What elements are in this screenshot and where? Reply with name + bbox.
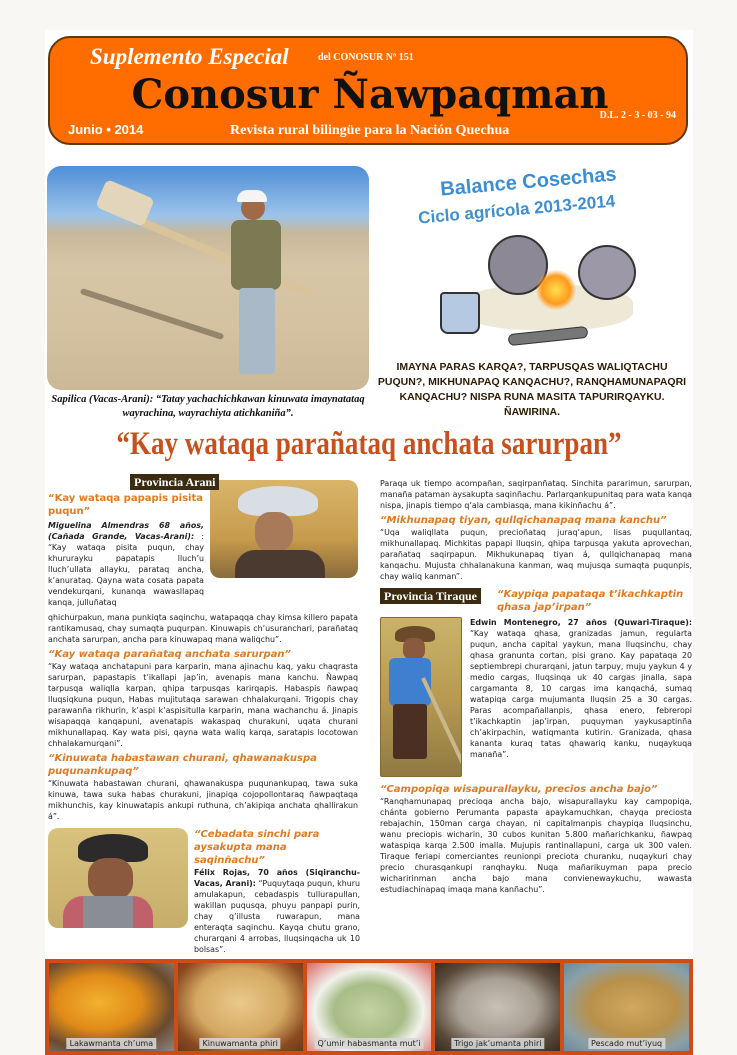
article-papapis xyxy=(48,492,204,608)
article-body: Paraqa uk tiempo acompañan, saqirpanñataq. Sinchita pararimun, sarurpan, manaña pataman aysakupta saqinñachu. Parlarqankupunitaq para wata kanqa nispa, jinapis tiempo q’ala cambiasqa, mana kikinñachu á”. xyxy=(380,479,692,510)
pot-icon xyxy=(578,245,636,300)
hoe-tool xyxy=(421,677,462,769)
person-face xyxy=(403,638,425,660)
article-kinuwata xyxy=(48,752,358,822)
right-column-top-flow xyxy=(380,478,692,582)
province-tag-tiraque: Provincia Tiraque xyxy=(380,588,481,604)
food-photo-kinuwamanta xyxy=(178,963,303,1051)
masthead xyxy=(48,36,688,145)
food-photo-pescado xyxy=(564,963,689,1051)
main-photo-caption: Sapilica (Vacas-Arani): “Tatay yachachichkawan kinuwata imaynatataq wayrachina, wayrachiyta atichkaniña”. xyxy=(51,394,365,419)
food-label: Q’umir habasmanta mut’i xyxy=(314,1038,423,1049)
article-papapis-body-cont xyxy=(48,612,358,645)
article-body: “Uqa waliqllata puqun, precioñataq juraq’apun, lisas puqullantaq, mikhunallapaq. Michkitas papapi lluqsin, qhipa tarpusqa yakuta aprovechan, parañataq saqirpapun. Mikhukunapaq tiyan á, qullqichanapaq mana kanqachu. Mujusta chhalanakuna kanman, waq mujusqa sumaqta puqunpis, chay waliq kanman”. xyxy=(380,528,692,581)
article-heading: “Mikhunapaq tiyan, qullqichanapaq mana kanchu” xyxy=(380,515,667,526)
main-headline: “Kay wataqa parañataq anchata sarurpan” xyxy=(116,426,622,462)
person-hat xyxy=(237,190,267,202)
photo-miguelina xyxy=(210,480,358,578)
photo-person xyxy=(229,196,284,376)
person-body xyxy=(235,550,325,578)
main-photo-winnowing xyxy=(47,166,369,390)
person-face xyxy=(88,858,133,900)
supplement-label: Suplemento Especial xyxy=(90,44,289,69)
speaker-name: Félix Rojas, 70 años (Siqiranchu-Vacas, Arani): xyxy=(194,868,360,888)
article-body: “Kinuwata habastawan churani, qhawanakuspa puqunankupaq, tawa suka kinuwa, tawa suka habas churakuni, jinapiqa cojopollontaraq ñawpaqtaqa mikhunchis, kay kinuwatapis ankupi ruthuna, ch’akipiqa anchata qhallirakun á”. xyxy=(48,779,358,821)
food-label: Pescado mut’iyuq xyxy=(588,1038,665,1049)
speaker-name: Edwin Montenegro, 27 años (Quwari-Tiraque): xyxy=(470,618,692,627)
photo-shadow xyxy=(80,288,225,340)
food-label: Lakawmanta ch’uma xyxy=(67,1038,156,1049)
photo-edwin-montenegro xyxy=(380,617,462,777)
article-sarurpan xyxy=(48,648,358,749)
article-heading: “Cebadata sinchi para aysakupta mana saqinñachu” xyxy=(194,829,320,866)
article-heading: “Kay wataqa parañataq anchata sarurpan” xyxy=(48,649,291,660)
article-body-continued: qhichurpakun, mana punkiqta saqinchu, watapaqqa chay kimsa killero papata rantikamusaq, chay sumaqta puqurpan. Kinuwapis ch’usuranchari, parañataq anchata sarurpan, ancha para kinuwapaq mana waliqchu”. xyxy=(48,613,358,644)
food-photo-habasmanta xyxy=(307,963,432,1051)
food-photo-trigo xyxy=(435,963,560,1051)
balance-title: Balance Cosechas xyxy=(439,163,618,201)
article-body: “Kay wataqa qhasa, granizadas jamun, regularta puqun, ancha capital yaykun, mana lluqsinchu, chay qhasa granunta cortan, pisi grano. Kay papataqa 20 septiembrepi churarqani, jatun tarpuy, muju yaykun 4 y medio cargas, lluqsinqa uk 40 cargas jinalla, sapa cargamanta 8, 10 cargas ima kanqachá, sumaq watapiqa carga mujumanta lluqsin 25 a 30 cargas. Paras acompañallanpis, qhasa enero, febreropi t’ikachkaptin jap’irpan, puquyman yaykusaptinña ch’akirpachin, watiqmanta kutirin. Granizada, qhasa kananta kuraq tatas qhawariq kanku, nuqaykuqa manaña”. xyxy=(470,629,692,759)
article-mikhunapaq xyxy=(380,514,692,582)
article-heading: “Kay wataqa papapis pisita puqun” xyxy=(48,493,203,517)
article-body: “Kay wataqa anchatapuni para karparin, mana ajinachu kaq, yaku chaqrasta sarurpan, papastapis t’ikallapi jap’in, avenapis mana kanchu. Ñawpaq tarpusqa waliqlla karpan, qhipa tarpusqas karirqapis. Habaspis ñawpaq lluqsiqkuna puqun, Habas mujitutaqa sarawan chhalakurqani. Trigopis chay parawanña rikhurin, k’aspi k’aspisitulla karparin, mana wachanchu á. Jinapis wisapaqqa kanqapuni, avenatapis wakaspaq churakuni, uqata churani mikhunallapaq. Kay wata pisi, qayna wata waliq karqa, saratapis locotowan chhalakamurqani”. xyxy=(48,662,358,748)
legal-deposit: D.L. 2 - 3 - 03 - 94 xyxy=(599,110,676,121)
article-kaypiqa xyxy=(470,617,692,760)
person-legs xyxy=(239,288,275,374)
article-body-start: : “Kay wataqa pisita puqun, chay khururayku papatapis lluch’u lluch’ullata allayku, parataq ancha, k’anurataq. Qayna wata cosata papata vendekurqani, kunanqa wawasllapaq kanqa, julluñataq xyxy=(48,532,205,607)
article-kaypiqa-heading xyxy=(497,588,692,614)
person-vest xyxy=(83,896,133,928)
photo-shovel-blade xyxy=(95,179,155,227)
fire-icon xyxy=(536,270,576,310)
province-tag-arani: Provincia Arani xyxy=(130,474,219,490)
food-label: Kinuwamanta phiri xyxy=(200,1038,281,1049)
article-heading: “Kaypiqa papataqa t’ikachkaptin qhasa jap’irpan” xyxy=(497,589,684,613)
balance-questions: IMAYNA PARAS KARQA?, TARPUSQAS WALIQTACHU PUQUN?, MIKHUNAPAQ KANQACHU?, RANQHAMUNAPAQRI KANQACHU? NISPA RUNA MASITA TAPURIRQAYKU. ÑAWIRINA. xyxy=(377,361,687,418)
food-label: Trigo jak’umanta phiri xyxy=(451,1038,544,1049)
article-body: “Puquytaqa puqun, khuru amulakapun, cebadaspis tullurapullan, wakillan puqusqa, phuyu panpapi purin, chay q’illusta ruwarapun, mana enteraqta saqinchu. Kayqa chutu grano, churarqani 4 arrobas, lluqsinqacha uk 10 bolsas”. xyxy=(194,879,360,954)
article-papapis-speaker-block xyxy=(48,520,204,608)
article-intro-continued xyxy=(380,478,692,511)
publication-title: Conosur Ñawpaqman xyxy=(131,71,609,118)
issue-number: del CONOSUR Nº 151 xyxy=(318,52,414,63)
article-heading: “Campopiqa wisapurallayku, precios ancha bajo” xyxy=(380,784,658,795)
article-campopiqa xyxy=(380,783,692,895)
cooking-pots-illustration xyxy=(438,230,653,356)
person-pants xyxy=(393,704,427,759)
speaker-name: Miguelina Almendras 68 años, (Cañada Grande, Vacas-Arani): xyxy=(48,521,204,541)
left-column-flow xyxy=(48,612,358,822)
article-cebadata xyxy=(194,828,360,955)
food-photo-strip xyxy=(45,959,693,1055)
bucket-icon xyxy=(440,292,480,334)
photo-felix-rojas xyxy=(48,828,188,928)
food-photo-lakawmanta xyxy=(49,963,174,1051)
balance-subtitle: Ciclo agrícola 2013-2014 xyxy=(417,191,616,228)
tagline: Revista rural bilingüe para la Nación Quechua xyxy=(230,123,510,138)
article-heading: “Kinuwata habastawan churani, qhawanakuspa puqunankupaq” xyxy=(48,753,317,777)
article-body: “Ranqhamunapaq precioqa ancha bajo, wisapurallayku kay campopiqa, chánta gobierno Perumanta papasta apaykamuchkan, chayqa preciosta rebajachin, 150man carga chayan, ni capitalmanpis chaypiqa lluqsinchu, wanu preciopis wicharin, 30 cubos kunitan 5.800 mañarichkanku, ñawpaq wataspiqa karqa 2.500 imalla. Mujupis rantinallapuni, carga uk 300 valen. Tiraque feriapi comerciantes reunionpi preciota churanku, nuqaykuri chay precio churasqankupi ranqhayku. Nuqa mañarikuyman papa precio wicharirinman ancha bajo mana convienewaykuchu, wawasta estudiachinapaq imaqa mana kanñachu”. xyxy=(380,797,692,894)
person-face xyxy=(255,512,293,552)
issue-date: Junio • 2014 xyxy=(68,122,144,137)
person-torso xyxy=(231,220,281,290)
